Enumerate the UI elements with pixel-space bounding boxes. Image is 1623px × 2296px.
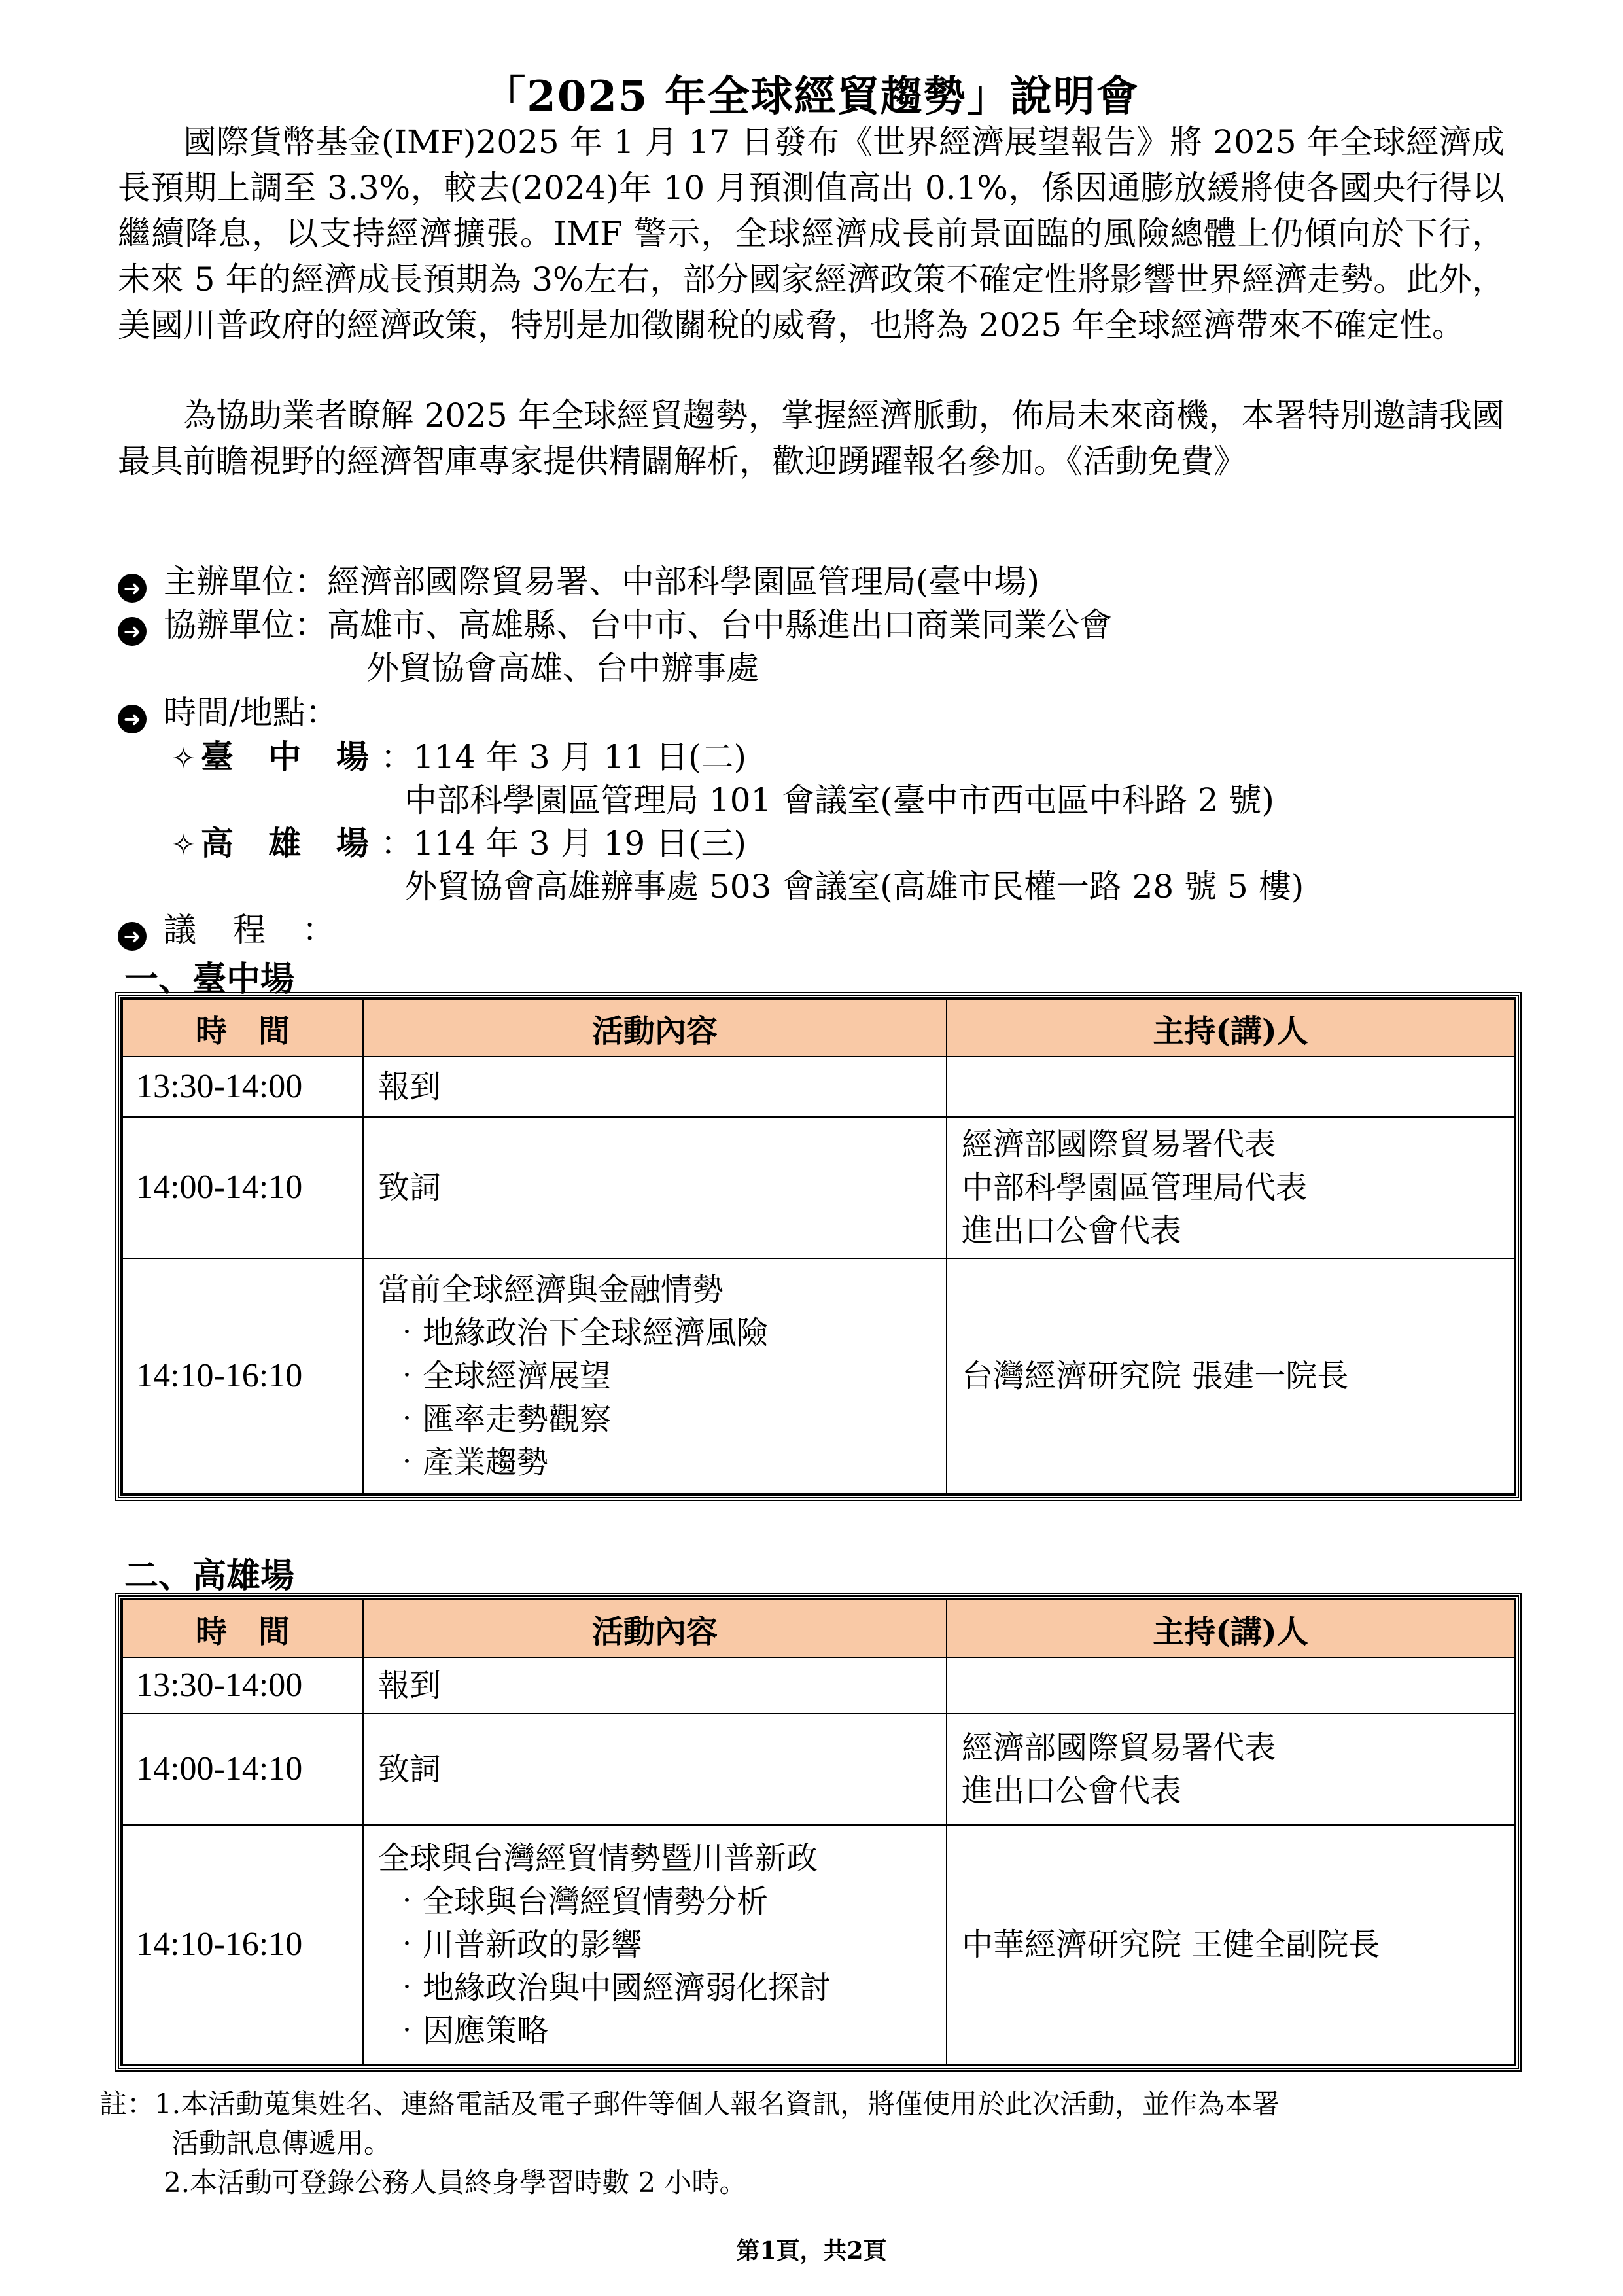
row-host xyxy=(947,1057,1514,1117)
row-time: 14:00-14:10 xyxy=(122,1714,363,1825)
table-row xyxy=(122,1258,1514,1494)
topic-item: ‧因應策略 xyxy=(391,2013,549,2049)
topic-item: ‧全球與台灣經貿情勢分析 xyxy=(391,1883,769,1920)
diamond-star-icon: ✧ xyxy=(171,742,196,775)
organizer-value: 經濟部國際貿易署、中部科學園區管理局(臺中場) xyxy=(327,563,1040,601)
kaohsiung-heading: 二、高雄場 xyxy=(124,1556,295,1596)
host-line: 進出口公會代表 xyxy=(962,1773,1182,1809)
row-time: 13:30-14:00 xyxy=(122,1057,363,1117)
time-location-label: 時間/地點： xyxy=(164,694,338,732)
page-number: 第1頁，共2頁 xyxy=(736,2237,887,2265)
agenda-row xyxy=(118,908,335,951)
diamond-star-icon: ✧ xyxy=(171,828,196,862)
kaohsiung-schedule-table xyxy=(118,1595,1519,2069)
host-line: 中部科學園區管理局代表 xyxy=(962,1169,1308,1206)
row-time: 14:10-16:10 xyxy=(122,1825,363,2064)
row-host xyxy=(947,1117,1514,1258)
row-content xyxy=(363,1825,947,2064)
taichung-heading: 一、臺中場 xyxy=(124,959,295,999)
taichung-label: 臺 中 場 xyxy=(200,737,381,776)
header-content: 活動內容 xyxy=(363,1600,947,1657)
topic-item: ‧匯率走勢觀察 xyxy=(391,1401,612,1438)
time-location-row xyxy=(118,691,338,734)
taichung-schedule-table xyxy=(118,995,1519,1498)
topic-item: ‧地緣政治與中國經濟弱化探討 xyxy=(391,1969,831,2006)
page-title: 「2025 年全球經貿趨勢」說明會 xyxy=(483,72,1140,121)
notes xyxy=(99,2085,1526,2202)
note-2: 2.本活動可登錄公務人員終身學習時數 2 小時。 xyxy=(164,2166,747,2199)
row-content: 致詞 xyxy=(363,1714,947,1825)
topic-item: ‧川普新政的影響 xyxy=(391,1926,643,1963)
co-organizer-value-1: 高雄市、高雄縣、台中市、台中縣進出口商業同業公會 xyxy=(327,606,1112,644)
row-host xyxy=(947,1714,1514,1825)
organizer-label: 主辦單位： xyxy=(164,563,327,601)
taichung-date-row xyxy=(171,735,746,781)
table-row xyxy=(122,1825,1514,2064)
table-row xyxy=(122,1057,1514,1117)
row-host: 台灣經濟研究院 張建一院長 xyxy=(947,1258,1514,1494)
co-organizer-value-2: 外貿協會高雄、台中辦事處 xyxy=(366,649,759,687)
intro-paragraph-2: 為協助業者瞭解 2025 年全球經貿趨勢，掌握經濟脈動，佈局未來商機，本署特別邀請我國最具前瞻視野的經濟智庫專家提供精闢解析，歡迎踴躍報名參加。《活動免費》 xyxy=(118,397,1505,480)
topic-item: ‧地緣政治下全球經濟風險 xyxy=(391,1315,769,1351)
agenda-label: 議程 xyxy=(164,911,302,949)
topic-title: 當前全球經濟與金融情勢 xyxy=(378,1271,724,1308)
row-time: 13:30-14:00 xyxy=(122,1657,363,1714)
table-row xyxy=(122,1117,1514,1258)
arrow-circle-icon: ➜ xyxy=(118,574,147,603)
kaohsiung-date-row xyxy=(171,822,746,867)
co-organizer-row xyxy=(118,603,1112,646)
header-host: 主持(講)人 xyxy=(947,1600,1514,1657)
row-time: 14:00-14:10 xyxy=(122,1117,363,1258)
host-line: 進出口公會代表 xyxy=(962,1212,1182,1249)
co-organizer-label: 協辦單位： xyxy=(164,606,327,644)
arrow-circle-icon: ➜ xyxy=(118,922,147,951)
agenda-colon: ： xyxy=(302,911,335,949)
row-host: 中華經濟研究院 王健全副院長 xyxy=(947,1825,1514,2064)
row-content: 報到 xyxy=(363,1657,947,1714)
row-content: 致詞 xyxy=(363,1117,947,1258)
kaohsiung-label: 高 雄 場 xyxy=(200,824,381,862)
host-line: 經濟部國際貿易署代表 xyxy=(962,1126,1276,1163)
header-time: 時 間 xyxy=(122,999,363,1057)
header-content: 活動內容 xyxy=(363,999,947,1057)
note-1: 註：1.本活動蒐集姓名、連絡電話及電子郵件等個人報名資訊，將僅使用於此次活動，並作為本署 xyxy=(99,2088,1280,2120)
host-line: 經濟部國際貿易署代表 xyxy=(962,1729,1276,1766)
kaohsiung-date: ：114 年 3 月 19 日(三) xyxy=(380,824,747,862)
topic-item: ‧產業趨勢 xyxy=(391,1444,549,1481)
arrow-circle-icon: ➜ xyxy=(118,705,147,733)
topic-title: 全球與台灣經貿情勢暨川普新政 xyxy=(378,1840,818,1877)
arrow-circle-icon: ➜ xyxy=(118,617,147,646)
taichung-place: 中部科學園區管理局 101 會議室(臺中市西屯區中科路 2 號) xyxy=(404,781,1274,819)
table-row xyxy=(122,1657,1514,1714)
intro-paragraph-1: 國際貨幣基金(IMF)2025 年 1 月 17 日發布《世界經濟展望報告》將 2025 年全球經濟成長預期上調至 3.3%，較去(2024)年 10 月預測值高出 0.1%，係因通膨放緩將使各國央行得以繼續降息，以支持經濟擴張。IMF 警示，全球經濟成長前景面臨的風險總體上仍傾向於下行，未來 5 年的經濟成長預期為 3%左右，部分國家經濟政策不確定性將影響世界經濟走勢。此外，美國川普政府的經濟政策，特別是加徵關稅的威脅，也將為 2025 年全球經濟帶來不確定性。 xyxy=(118,123,1505,344)
organizer-row xyxy=(118,560,1039,603)
topic-item: ‧全球經濟展望 xyxy=(391,1358,612,1394)
row-content: 報到 xyxy=(363,1057,947,1117)
kaohsiung-place: 外貿協會高雄辦事處 503 會議室(高雄市民權一路 28 號 5 樓) xyxy=(404,868,1304,906)
row-host xyxy=(947,1657,1514,1714)
note-1-cont: 活動訊息傳遞用。 xyxy=(171,2127,392,2159)
row-time: 14:10-16:10 xyxy=(122,1258,363,1494)
header-time: 時 間 xyxy=(122,1600,363,1657)
header-host: 主持(講)人 xyxy=(947,999,1514,1057)
row-content xyxy=(363,1258,947,1494)
taichung-date: ：114 年 3 月 11 日(二) xyxy=(380,738,747,776)
table-row xyxy=(122,1714,1514,1825)
